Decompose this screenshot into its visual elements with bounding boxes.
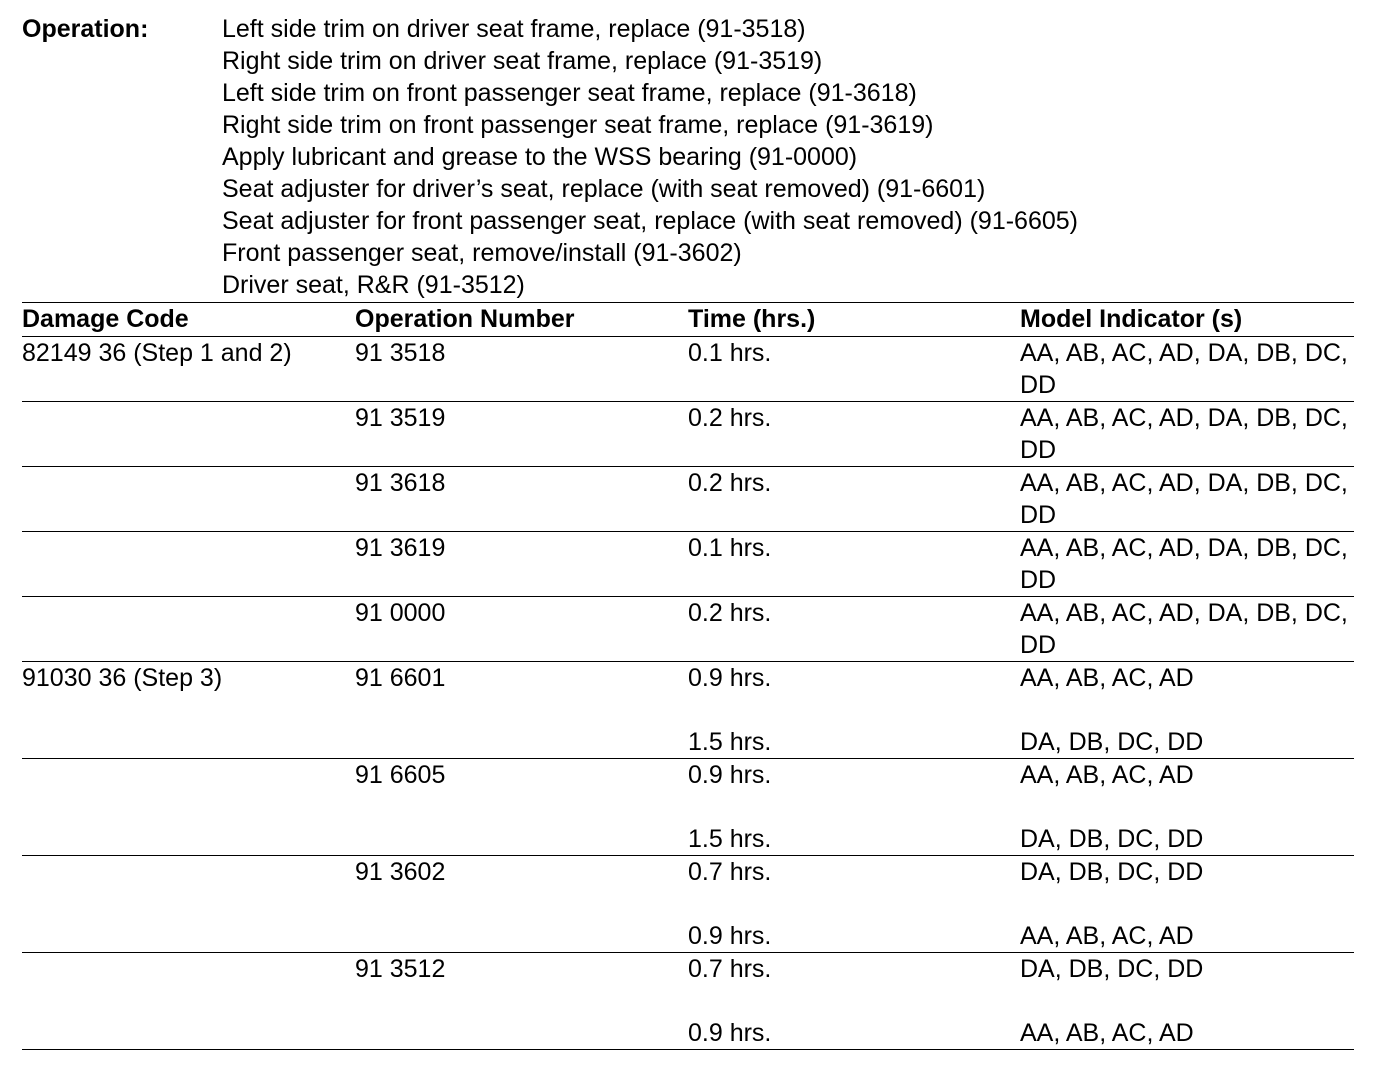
damage-code-cell [22, 402, 355, 467]
damage-code-cell [22, 759, 355, 856]
model-indicator-cell [1020, 856, 1354, 953]
table-row [22, 856, 1354, 953]
operation-number-cell [355, 953, 688, 1050]
operation-item: Right side trim on front passenger seat frame, replace (91-3619) [222, 111, 934, 139]
model-indicator-value: DA, DB, DC, DD [1020, 955, 1204, 983]
damage-code-cell [22, 953, 355, 1050]
model-indicator-value: AA, AB, AC, AD, DA, DB, DC, DD [1020, 534, 1348, 594]
header-damage-code: Damage Code [22, 303, 355, 337]
operation-number: 91 3618 [355, 469, 446, 497]
labor-time-table [22, 302, 1354, 1050]
operation-number-cell [355, 467, 688, 532]
model-indicator-cell [1020, 467, 1354, 532]
damage-code [22, 597, 355, 629]
operation-number: 91 0000 [355, 599, 446, 627]
time-cell [688, 337, 1020, 402]
operation-number-cell [355, 662, 688, 759]
time-value: 0.7 hrs. [688, 955, 772, 983]
time-value: 1.5 hrs. [688, 825, 772, 853]
damage-code: 82149 36 (Step 1 and 2) [22, 339, 292, 367]
table-row [22, 597, 1354, 662]
time-value: 0.2 hrs. [688, 469, 772, 497]
operation-item: Left side trim on driver seat frame, replace (91-3518) [222, 15, 806, 43]
time-value: 0.1 hrs. [688, 534, 772, 562]
time-cell [688, 662, 1020, 759]
operation-item: Right side trim on driver seat frame, replace (91-3519) [222, 47, 823, 75]
operation-number-cell [355, 402, 688, 467]
operation-item: Front passenger seat, remove/install (91-3602) [222, 239, 742, 267]
damage-code-cell [22, 532, 355, 597]
damage-code [22, 953, 355, 985]
time-value: 0.2 hrs. [688, 404, 772, 432]
table-header-row [22, 303, 1354, 337]
time-value: 0.7 hrs. [688, 858, 772, 886]
damage-code [22, 856, 355, 888]
operation-item: Apply lubricant and grease to the WSS bearing (91-0000) [222, 143, 858, 171]
operation-item: Seat adjuster for front passenger seat, replace (with seat removed) (91-6605) [222, 207, 1078, 235]
time-value: 1.5 hrs. [688, 728, 772, 756]
model-indicator-cell [1020, 532, 1354, 597]
operation-number-cell [355, 856, 688, 953]
time-cell [688, 597, 1020, 662]
damage-code-cell [22, 856, 355, 953]
header-operation-number: Operation Number [355, 303, 688, 337]
operation-number: 91 3518 [355, 339, 446, 367]
operation-item: Left side trim on front passenger seat frame, replace (91-3618) [222, 79, 917, 107]
operation-label: Operation: [22, 15, 149, 43]
model-indicator-cell [1020, 402, 1354, 467]
model-indicator-value: AA, AB, AC, AD [1020, 1019, 1194, 1047]
damage-code-cell [22, 597, 355, 662]
model-indicator-value: DA, DB, DC, DD [1020, 728, 1204, 756]
operation-list [222, 13, 1078, 301]
table-row [22, 402, 1354, 467]
time-cell [688, 759, 1020, 856]
operation-number: 91 6601 [355, 664, 446, 692]
damage-code [22, 467, 355, 499]
header-model-indicator: Model Indicator (s) [1020, 303, 1354, 337]
operation-number-cell [355, 597, 688, 662]
header-time: Time (hrs.) [688, 303, 1020, 337]
model-indicator-cell [1020, 953, 1354, 1050]
model-indicator-cell [1020, 337, 1354, 402]
damage-code-cell [22, 467, 355, 532]
model-indicator-value: AA, AB, AC, AD [1020, 664, 1194, 692]
table-row [22, 953, 1354, 1050]
model-indicator-value: AA, AB, AC, AD, DA, DB, DC, DD [1020, 339, 1348, 399]
damage-code-cell [22, 662, 355, 759]
table-row [22, 337, 1354, 402]
time-value: 0.9 hrs. [688, 664, 772, 692]
table-row [22, 662, 1354, 759]
model-indicator-value: AA, AB, AC, AD [1020, 922, 1194, 950]
operation-number: 91 3619 [355, 534, 446, 562]
time-value: 0.1 hrs. [688, 339, 772, 367]
table-row [22, 532, 1354, 597]
operation-number: 91 6605 [355, 761, 446, 789]
time-value: 0.9 hrs. [688, 1019, 772, 1047]
model-indicator-cell [1020, 662, 1354, 759]
operation-number-cell [355, 759, 688, 856]
table-row [22, 759, 1354, 856]
damage-code: 91030 36 (Step 3) [22, 664, 223, 692]
operation-number-cell [355, 532, 688, 597]
table-body [22, 337, 1354, 1050]
operation-number: 91 3602 [355, 858, 446, 886]
time-value: 0.9 hrs. [688, 761, 772, 789]
operation-number: 91 3512 [355, 955, 446, 983]
damage-code [22, 402, 355, 434]
damage-code [22, 532, 355, 564]
operation-item: Seat adjuster for driver’s seat, replace (with seat removed) (91-6601) [222, 175, 986, 203]
time-cell [688, 402, 1020, 467]
model-indicator-value: DA, DB, DC, DD [1020, 825, 1204, 853]
model-indicator-value: AA, AB, AC, AD, DA, DB, DC, DD [1020, 599, 1348, 659]
time-cell [688, 467, 1020, 532]
damage-code-cell [22, 337, 355, 402]
model-indicator-value: AA, AB, AC, AD [1020, 761, 1194, 789]
table-row [22, 467, 1354, 532]
operation-number-cell [355, 337, 688, 402]
operation-item: Driver seat, R&R (91-3512) [222, 271, 525, 299]
damage-code [22, 759, 355, 791]
model-indicator-cell [1020, 597, 1354, 662]
model-indicator-value: AA, AB, AC, AD, DA, DB, DC, DD [1020, 469, 1348, 529]
time-value: 0.2 hrs. [688, 599, 772, 627]
time-cell [688, 953, 1020, 1050]
operation-number: 91 3519 [355, 404, 446, 432]
time-value: 0.9 hrs. [688, 922, 772, 950]
time-cell [688, 856, 1020, 953]
time-cell [688, 532, 1020, 597]
model-indicator-value: DA, DB, DC, DD [1020, 858, 1204, 886]
model-indicator-value: AA, AB, AC, AD, DA, DB, DC, DD [1020, 404, 1348, 464]
model-indicator-cell [1020, 759, 1354, 856]
